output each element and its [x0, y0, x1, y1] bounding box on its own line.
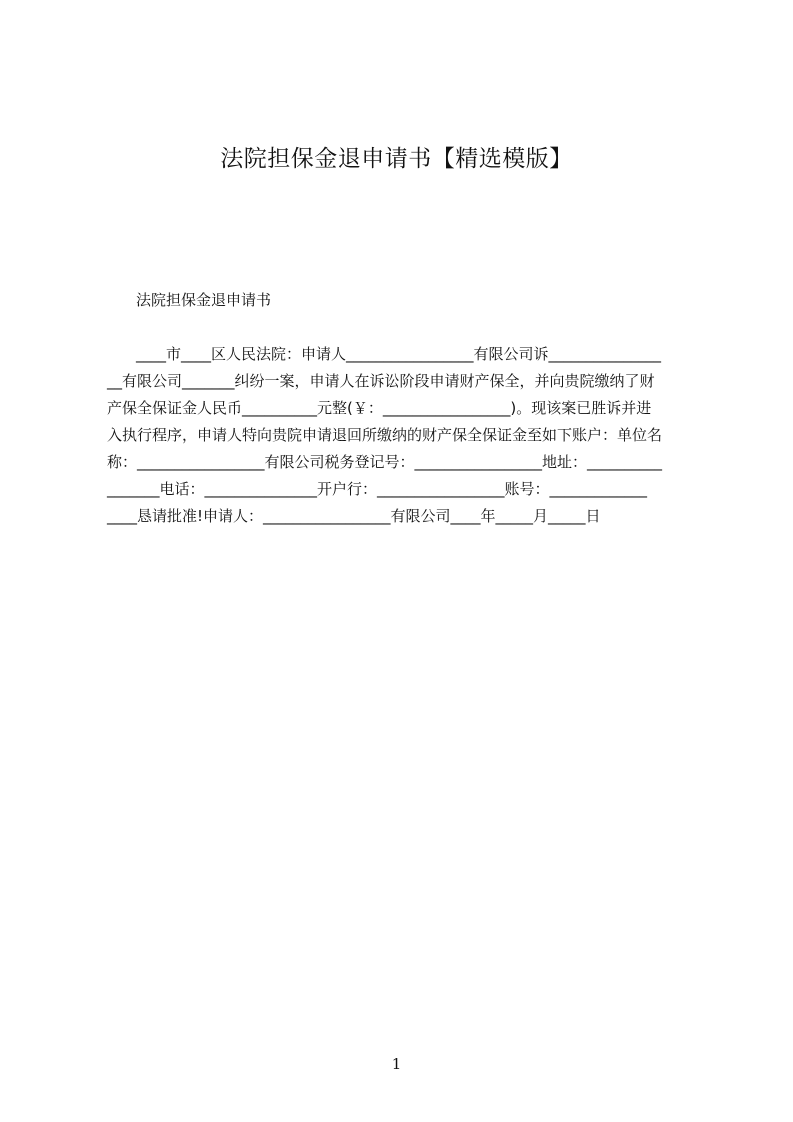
page-number: 1: [391, 1055, 402, 1073]
body-line: 产保全保证金人民币__________元整(￥：_________________)。现该案已胜诉并进: [107, 399, 652, 417]
body-line: ____恳请批准!申请人：_________________有限公司____年_____月_____日: [107, 507, 601, 525]
body-line: ____市____区人民法院：申请人_________________有限公司诉_______________: [136, 345, 662, 363]
body-line: _______电话：_______________开户行：_________________账号：_____________: [107, 480, 648, 498]
body-line: 入执行程序，申请人特向贵院申请退回所缴纳的财产保全保证金至如下账户：单位名: [107, 426, 663, 444]
body-line: __有限公司_______纠纷一案，申请人在诉讼阶段申请财产保全，并向贵院缴纳了财: [107, 372, 655, 390]
body-line: 称：_________________有限公司税务登记号：_________________地址：__________: [107, 453, 663, 471]
document-title: 法院担保金退申请书【精选模版】: [220, 146, 573, 172]
document-subheading: 法院担保金退申请书: [136, 291, 272, 309]
